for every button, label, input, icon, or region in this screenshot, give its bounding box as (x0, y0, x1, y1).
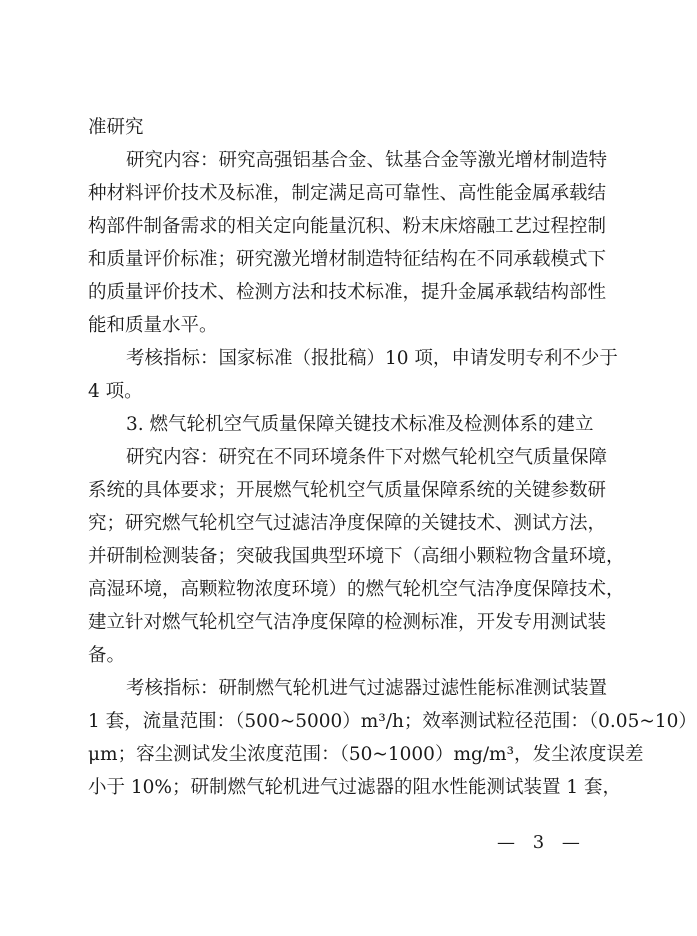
paragraph (88, 444, 625, 675)
text-line: 小于 10%；研制燃气轮机进气过滤器的阻水性能测试装置 1 套， (88, 777, 622, 798)
text-line: 的质量评价技术、检测方法和技术标准，提升金属承载结构部性 (88, 282, 607, 303)
text-line: 考核指标：研制燃气轮机进气过滤器过滤性能标准测试装置 (126, 678, 608, 699)
text-line: 究；研究燃气轮机空气过滤洁净度保障的关键技术、测试方法， (88, 513, 607, 534)
text-line: 备。 (88, 645, 126, 666)
text-line: 4 项。 (88, 381, 143, 402)
text-line: 准研究 (88, 117, 144, 138)
paragraph (88, 411, 594, 444)
paragraph (88, 114, 573, 147)
text-line: 考核指标：国家标准（报批稿）10 项，申请发明专利不少于 (126, 348, 618, 369)
text-line: 高湿环境，高颗粒物浓度环境）的燃气轮机空气洁净度保障技术， (88, 579, 625, 600)
page-number: — 3 — (497, 832, 586, 853)
paragraph (88, 147, 608, 345)
text-line: 和质量评价标准；研究激光增材制造特征结构在不同承载模式下 (88, 249, 607, 270)
text-line: 构部件制备需求的相关定向能量沉积、粉末床熔融工艺过程控制 (88, 216, 607, 237)
paragraph (88, 345, 618, 411)
text-line: 1 套，流量范围：（500~5000）m³/h；效率测试粒径范围：（0.05~10） (88, 711, 697, 732)
paragraph (88, 675, 697, 807)
text-line: 研究内容：研究在不同环境条件下对燃气轮机空气质量保障 (126, 447, 608, 468)
text-line: 并研制检测装备；突破我国典型环境下（高细小颗粒物含量环境， (88, 546, 625, 567)
text-line: 3. 燃气轮机空气质量保障关键技术标准及检测体系的建立 (126, 414, 594, 435)
text-line: 种材料评价技术及标准，制定满足高可靠性、高性能金属承载结 (88, 183, 607, 204)
text-line: 研究内容：研究高强铝基合金、钛基合金等激光增材制造特 (126, 150, 608, 171)
document-body (88, 114, 697, 807)
text-line: μm；容尘测试发尘浓度范围：（50~1000）mg/m³，发尘浓度误差 (88, 744, 644, 765)
text-line: 系统的具体要求；开展燃气轮机空气质量保障系统的关键参数研 (88, 480, 607, 501)
text-line: 能和质量水平。 (88, 315, 218, 336)
text-line: 建立针对燃气轮机空气洁净度保障的检测标准，开发专用测试装 (88, 612, 607, 633)
